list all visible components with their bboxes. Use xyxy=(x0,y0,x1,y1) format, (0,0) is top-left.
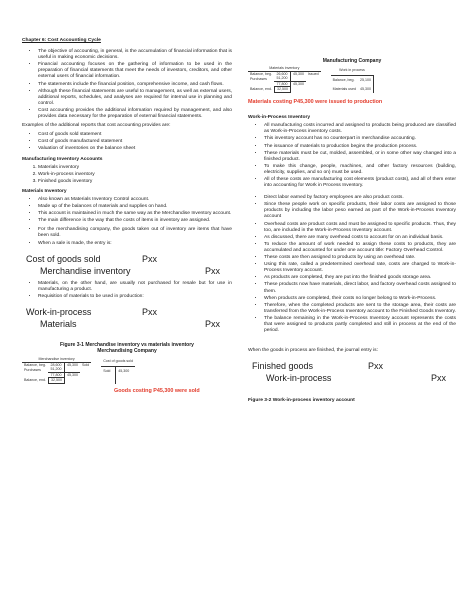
merch-list xyxy=(22,227,232,246)
debit-account: Work-in-process xyxy=(26,306,92,317)
credit-amount: Pxx xyxy=(205,318,221,329)
debit-amount: Pxx xyxy=(368,361,384,372)
cell: 26,600 xyxy=(274,71,290,76)
list-item: • As discussed, there are many overhead costs to account for on an individual basis. xyxy=(264,235,456,241)
left-column xyxy=(22,38,232,394)
cell: Balance, beg. xyxy=(332,77,355,82)
list-item: • All manufacturing costs incurred and assigned to products being produced are classified as Work-in-Process inventory costs. xyxy=(264,123,456,135)
cell: 45,300 xyxy=(66,362,78,367)
cell: 45,300 xyxy=(66,373,78,378)
figure-company: Manufacturing Company xyxy=(322,58,382,64)
list-item: • These materials must be cut, molded, assembled, or in some other way changed into a finished product. xyxy=(264,151,456,163)
section-heading: Work-in-Process Inventory xyxy=(248,115,311,121)
list-item: • The issuance of materials to production begins the production process. xyxy=(264,144,456,150)
list-item: • The statements include the financial position, comprehensive income, and cash flows. xyxy=(38,82,232,88)
t-account-title: Materials inventory xyxy=(248,66,321,71)
cell: 32,500 xyxy=(48,378,64,384)
t-account-wip xyxy=(331,66,374,93)
figure-caption: Figure 3-1 Merchandise inventory vs materials inventory xyxy=(60,341,194,348)
list-item: • When a sale is made, the entry is: xyxy=(38,241,232,247)
cell: 77,800 xyxy=(274,81,290,87)
cell: Purchases xyxy=(24,367,41,372)
list-item: • As products are completed, they are put into the finished goods storage area. xyxy=(264,275,456,281)
list-item: • Requisition of materials to be used in production: xyxy=(38,294,232,300)
cell: Balance, end. xyxy=(24,378,46,383)
list-item: • Financial accounting focuses on the gathering of information to be used in the preparation of financial statements that meet the needs of investors, creditors, and other external users of financial information. xyxy=(38,62,232,80)
cell: Materials used xyxy=(332,86,356,91)
credit-account: Materials xyxy=(40,318,77,329)
section-heading: Materials Inventory xyxy=(22,188,67,194)
list-item: • Overhead costs are product costs and must be assigned to specific products. Thus, they too, are included in the Work-in-Process Inventory account. xyxy=(264,222,456,234)
cell: 45,300 xyxy=(118,368,130,373)
figure-caption: Figure 3-2 Work-in-process inventory account xyxy=(248,398,355,404)
list-item: • These costs are then assigned to products by using an overhead rate. xyxy=(264,255,456,261)
debit-amount: Pxx xyxy=(142,253,158,264)
journal-entry-sale xyxy=(22,253,232,277)
cell: 25,100 xyxy=(358,75,374,84)
chapter-title: Chapter 6: Cost Accounting Cycle xyxy=(22,38,101,43)
t-account-cogs xyxy=(101,357,135,384)
cell: 45,300 xyxy=(358,85,374,93)
list-item: • This inventory account has no counterpart in merchandise accounting. xyxy=(264,136,456,142)
list-item: 2. Work-in-process inventory xyxy=(38,172,232,178)
credit-amount: Pxx xyxy=(205,265,221,276)
cell: 45,300 xyxy=(292,71,304,76)
list-item: • To reduce the amount of work needed to assign these costs to products, they are accumulated and accounted for under one account title: Factory Overhead Control. xyxy=(264,242,456,254)
list-item: • All of these costs are manufacturing cost elements (product costs), and all of them enter into accounting for Work in Process Inventory. xyxy=(264,177,456,189)
t-accounts-merch xyxy=(22,357,232,384)
journal-entry-requisition xyxy=(22,306,232,330)
t-account-title: Merchandise inventory xyxy=(22,357,91,362)
list-item: • Also known as Materials Inventory Control account. xyxy=(38,197,232,203)
cell: 32,500 xyxy=(274,87,290,93)
list-item: • The balance remaining in the Work-in-Process Inventory account represents the costs that were assigned to products partly completed and still in process at the end of the period. xyxy=(264,316,456,334)
wip-list xyxy=(248,123,456,189)
figure-note: Materials costing P45,300 were issued to production xyxy=(248,99,383,106)
list-item: • When products are completed, their costs no longer belong to Work-in-Process. xyxy=(264,296,456,302)
list-item: • Valuation of inventories on the balance sheet xyxy=(38,146,232,152)
figure-note: Goods costing P45,300 were sold xyxy=(114,388,200,395)
cell: Balance, beg. xyxy=(24,362,46,367)
list-item: • Direct labor earned by factory employees are also product costs. xyxy=(264,195,456,201)
cell: 51,200 xyxy=(48,367,64,372)
list-item: • Using this rate, called a predetermined overhead rate, costs are charged to Work-in-Process Inventory account. xyxy=(264,262,456,274)
cell: Issued xyxy=(307,71,319,76)
finished-intro: When the goods in process are finished, the journal entry is: xyxy=(248,348,378,354)
t-account-title: Work in process xyxy=(331,66,374,75)
cell: Sold xyxy=(101,366,116,375)
list-item: • This account is maintained in much the same way as the Merchandise Inventory account. xyxy=(38,211,232,217)
examples-list xyxy=(22,132,232,152)
list-item: • Made up of the balances of materials and supplies on hand. xyxy=(38,204,232,210)
list-item: 1. Materials inventory xyxy=(38,165,232,171)
list-item: • For the merchandising company, the goods taken out of inventory are items that have been sold. xyxy=(38,227,232,239)
cell: Sold xyxy=(81,362,90,367)
cell: 28,600 xyxy=(48,362,64,367)
labor-list xyxy=(248,195,456,334)
list-item: • These products now have materials, direct labor, and factory overhead costs assigned to them. xyxy=(264,282,456,294)
materials-use-list xyxy=(22,281,232,300)
journal-entry-finished xyxy=(248,360,456,384)
intro-list xyxy=(22,49,232,120)
credit-account: Merchandise inventory xyxy=(40,265,131,276)
list-item: • Cost accounting provides the additional information required by management, and also provides data necessary for the preparation of external financial statements. xyxy=(38,108,232,120)
cell: 77,800 xyxy=(48,372,64,378)
right-column xyxy=(248,38,456,404)
list-item: • Since these people work on specific products, their labor costs are assigned to those products by including the labor peso earned as part of the Work-in-Process Inventory account xyxy=(264,202,456,220)
materials-list xyxy=(22,197,232,224)
debit-amount: Pxx xyxy=(142,306,158,317)
t-account-title: Cost of goods sold xyxy=(101,357,135,366)
debit-account: Finished goods xyxy=(252,361,314,372)
cell: Balance, beg. xyxy=(250,71,272,76)
t-accounts-manufacturing xyxy=(248,66,456,93)
figure-company: Merchandising Company xyxy=(97,348,157,354)
debit-account: Cost of goods sold xyxy=(26,253,101,264)
t-account-materials xyxy=(248,66,321,93)
examples-intro: Examples of the additional reports that cost accounting provides are: xyxy=(22,123,171,129)
list-item: 3. Finished goods inventory xyxy=(38,179,232,185)
accounts-list xyxy=(22,165,232,185)
credit-account: Work-in-process xyxy=(266,373,332,384)
list-item: • Although these financial statements are useful to management, as well as external users, additional reports, schedules, and analyses are required for internal use in planning and control. xyxy=(38,89,232,107)
cell: Balance, end. xyxy=(250,87,272,92)
cell: 45,300 xyxy=(292,82,304,87)
credit-amount: Pxx xyxy=(431,373,447,384)
list-item: • Cost of goods sold statement xyxy=(38,132,232,138)
list-item: • The objective of accounting, in general, is the accumulation of financial information that is useful in making economic decisions. xyxy=(38,49,232,61)
cell: Purchases xyxy=(250,76,267,81)
list-item: • Cost of goods manufactured statement xyxy=(38,139,232,145)
cell: 51,200 xyxy=(274,76,290,81)
list-item: • Materials, on the other hand, are usually not purchased for resale but for use in manufacturing a product. xyxy=(38,281,232,293)
section-heading: Manufacturing Inventory Accounts xyxy=(22,156,103,162)
list-item: • The main difference is the way that the costs of items in inventory are assigned. xyxy=(38,218,232,224)
list-item: • Therefore, when the completed products are sent to the storage area, their costs are transferred from the Work-in-Process Inventory account to the Finished Goods Inventory. xyxy=(264,303,456,315)
list-item: • To make this change, people, machines, and other factory resources (building, electricity, supplies, and so on) must be used. xyxy=(264,164,456,176)
t-account-merchandise xyxy=(22,357,91,384)
